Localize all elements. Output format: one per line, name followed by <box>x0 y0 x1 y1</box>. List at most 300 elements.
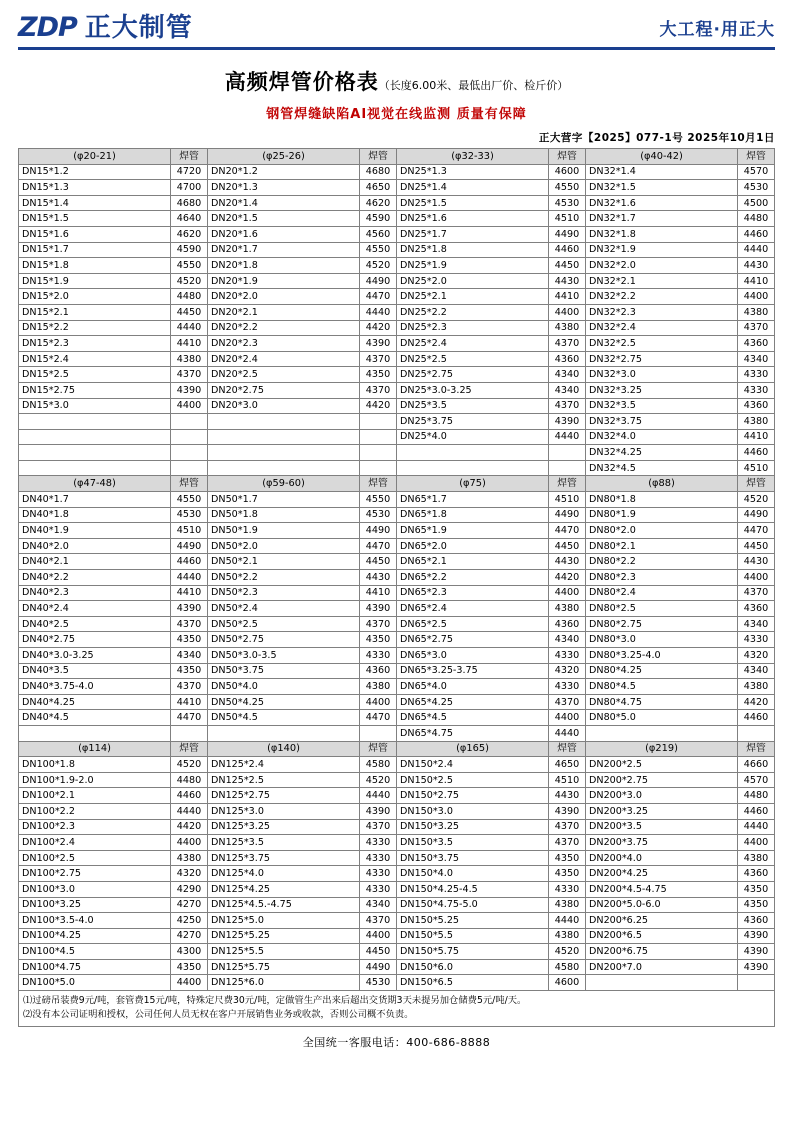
spec-cell: DN50*2.75 <box>208 632 360 648</box>
price-cell: 4380 <box>738 679 775 695</box>
spec-cell: DN100*1.8 <box>19 757 171 773</box>
spec-group-label: (φ140) <box>208 741 360 757</box>
price-list-page <box>0 14 793 1136</box>
spec-cell: DN200*2.5 <box>586 757 738 773</box>
spec-cell: DN15*1.9 <box>19 273 171 289</box>
price-cell: 4430 <box>549 273 586 289</box>
price-cell: 4450 <box>549 258 586 274</box>
price-cell: 4570 <box>738 772 775 788</box>
price-cell: 4590 <box>360 211 397 227</box>
spec-cell: DN20*2.75 <box>208 382 360 398</box>
spec-cell: DN40*2.3 <box>19 585 171 601</box>
price-cell: 4520 <box>171 757 208 773</box>
spec-cell: DN125*3.75 <box>208 850 360 866</box>
spec-cell <box>19 460 171 476</box>
table-group-header <box>19 476 775 492</box>
spec-cell: DN80*3.25-4.0 <box>586 648 738 664</box>
price-cell: 4370 <box>360 616 397 632</box>
spec-cell: DN32*3.25 <box>586 382 738 398</box>
spec-cell: DN80*4.75 <box>586 694 738 710</box>
price-column-label: 焊管 <box>360 149 397 165</box>
table-row <box>19 803 775 819</box>
price-cell <box>360 414 397 430</box>
spec-cell: DN100*4.75 <box>19 959 171 975</box>
spec-cell: DN125*3.0 <box>208 803 360 819</box>
price-cell: 4370 <box>738 585 775 601</box>
price-cell <box>171 445 208 461</box>
price-cell: 4390 <box>738 944 775 960</box>
spec-cell: DN65*1.8 <box>397 507 549 523</box>
spec-cell: DN125*5.5 <box>208 944 360 960</box>
price-cell: 4650 <box>549 757 586 773</box>
table-row <box>19 351 775 367</box>
spec-cell: DN100*1.9-2.0 <box>19 772 171 788</box>
spec-cell: DN80*2.5 <box>586 601 738 617</box>
price-cell <box>360 429 397 445</box>
page-title <box>0 66 793 96</box>
spec-cell: DN100*2.5 <box>19 850 171 866</box>
spec-cell: DN15*2.0 <box>19 289 171 305</box>
price-cell: 4490 <box>549 507 586 523</box>
price-cell: 4440 <box>360 788 397 804</box>
spec-cell: DN15*2.1 <box>19 304 171 320</box>
spec-cell: DN65*2.1 <box>397 554 549 570</box>
spec-cell: DN100*3.5-4.0 <box>19 913 171 929</box>
spec-cell: DN80*4.25 <box>586 663 738 679</box>
price-cell: 4510 <box>171 523 208 539</box>
price-cell: 4370 <box>171 679 208 695</box>
spec-cell: DN200*4.0 <box>586 850 738 866</box>
table-row <box>19 757 775 773</box>
price-cell: 4450 <box>549 538 586 554</box>
price-column-label: 焊管 <box>738 149 775 165</box>
spec-cell: DN32*2.1 <box>586 273 738 289</box>
spec-cell: DN200*4.25 <box>586 866 738 882</box>
spec-cell: DN40*2.5 <box>19 616 171 632</box>
spec-cell: DN50*2.1 <box>208 554 360 570</box>
price-cell: 4430 <box>360 570 397 586</box>
price-cell: 4550 <box>360 242 397 258</box>
price-cell: 4400 <box>549 304 586 320</box>
price-cell: 4510 <box>549 772 586 788</box>
spec-cell: DN100*2.2 <box>19 803 171 819</box>
spec-cell: DN125*4.5.-4.75 <box>208 897 360 913</box>
price-cell: 4420 <box>360 398 397 414</box>
table-row <box>19 195 775 211</box>
table-row <box>19 289 775 305</box>
spec-cell <box>19 445 171 461</box>
spec-cell: DN80*2.0 <box>586 523 738 539</box>
spec-cell: DN15*2.5 <box>19 367 171 383</box>
spec-cell: DN200*2.75 <box>586 772 738 788</box>
price-cell: 4330 <box>738 632 775 648</box>
spec-cell: DN15*1.5 <box>19 211 171 227</box>
spec-cell: DN32*1.5 <box>586 180 738 196</box>
price-cell: 4340 <box>360 897 397 913</box>
spec-cell: DN150*2.75 <box>397 788 549 804</box>
price-cell: 4410 <box>171 336 208 352</box>
price-cell: 4590 <box>171 242 208 258</box>
spec-cell: DN25*1.3 <box>397 164 549 180</box>
price-cell: 4400 <box>171 975 208 991</box>
price-cell: 4700 <box>171 180 208 196</box>
spec-cell: DN20*1.3 <box>208 180 360 196</box>
price-cell: 4680 <box>360 164 397 180</box>
spec-cell: DN200*7.0 <box>586 959 738 975</box>
spec-cell: DN65*2.0 <box>397 538 549 554</box>
price-cell: 4270 <box>171 928 208 944</box>
price-cell: 4330 <box>549 648 586 664</box>
spec-cell: DN25*1.6 <box>397 211 549 227</box>
price-column-label: 焊管 <box>171 741 208 757</box>
spec-cell: DN15*1.3 <box>19 180 171 196</box>
spec-cell: DN125*5.25 <box>208 928 360 944</box>
table-group-header <box>19 741 775 757</box>
price-cell: 4290 <box>171 881 208 897</box>
spec-cell: DN80*2.75 <box>586 616 738 632</box>
spec-cell: DN100*2.3 <box>19 819 171 835</box>
table-row <box>19 694 775 710</box>
spec-cell: DN125*6.0 <box>208 975 360 991</box>
spec-cell: DN100*2.75 <box>19 866 171 882</box>
price-cell: 4430 <box>738 554 775 570</box>
spec-cell: DN20*1.4 <box>208 195 360 211</box>
spec-cell: DN150*5.25 <box>397 913 549 929</box>
price-column-label: 焊管 <box>549 741 586 757</box>
spec-cell: DN65*2.5 <box>397 616 549 632</box>
spec-cell: DN15*1.8 <box>19 258 171 274</box>
table-row <box>19 648 775 664</box>
price-cell: 4490 <box>360 273 397 289</box>
spec-cell: DN40*3.75-4.0 <box>19 679 171 695</box>
price-cell: 4720 <box>171 164 208 180</box>
page-subtitle: 钢管焊缝缺陷AI视觉在线监测 质量有保障 <box>266 107 527 122</box>
spec-cell: DN25*3.0-3.25 <box>397 382 549 398</box>
title-block <box>0 66 793 122</box>
price-cell <box>171 725 208 741</box>
spec-cell: DN20*2.2 <box>208 320 360 336</box>
table-row <box>19 414 775 430</box>
price-cell: 4400 <box>738 570 775 586</box>
spec-cell: DN65*2.75 <box>397 632 549 648</box>
table-row <box>19 819 775 835</box>
spec-cell: DN150*4.75-5.0 <box>397 897 549 913</box>
price-cell: 4640 <box>171 211 208 227</box>
table-row <box>19 881 775 897</box>
spec-cell: DN40*3.5 <box>19 663 171 679</box>
price-cell: 4430 <box>549 788 586 804</box>
spec-cell: DN100*4.5 <box>19 944 171 960</box>
price-cell: 4440 <box>171 570 208 586</box>
price-cell: 4360 <box>360 663 397 679</box>
price-cell: 4490 <box>549 226 586 242</box>
price-cell: 4370 <box>549 835 586 851</box>
spec-cell: DN40*1.7 <box>19 492 171 508</box>
spec-cell: DN125*2.75 <box>208 788 360 804</box>
table-row <box>19 460 775 476</box>
spec-group-label: (φ75) <box>397 476 549 492</box>
price-cell: 4550 <box>171 492 208 508</box>
spec-cell: DN20*2.1 <box>208 304 360 320</box>
table-row <box>19 788 775 804</box>
price-column-label: 焊管 <box>360 741 397 757</box>
price-column-label: 焊管 <box>171 149 208 165</box>
spec-cell: DN25*2.2 <box>397 304 549 320</box>
spec-cell: DN150*3.0 <box>397 803 549 819</box>
price-cell: 4400 <box>549 710 586 726</box>
table-row <box>19 320 775 336</box>
spec-cell: DN50*2.3 <box>208 585 360 601</box>
table-row <box>19 538 775 554</box>
price-cell: 4400 <box>360 694 397 710</box>
price-column-label: 焊管 <box>549 476 586 492</box>
spec-cell: DN40*1.8 <box>19 507 171 523</box>
price-cell: 4370 <box>549 694 586 710</box>
price-cell: 4380 <box>171 850 208 866</box>
price-cell: 4470 <box>738 523 775 539</box>
price-cell: 4620 <box>360 195 397 211</box>
price-cell: 4370 <box>549 398 586 414</box>
spec-cell: DN80*4.5 <box>586 679 738 695</box>
price-cell: 4660 <box>738 757 775 773</box>
price-cell: 4400 <box>360 928 397 944</box>
price-cell: 4480 <box>738 211 775 227</box>
spec-cell: DN80*2.3 <box>586 570 738 586</box>
table-row <box>19 866 775 882</box>
spec-cell: DN32*1.4 <box>586 164 738 180</box>
spec-cell: DN25*3.5 <box>397 398 549 414</box>
brand-name: 正大制管 <box>84 12 193 43</box>
price-cell: 4490 <box>360 523 397 539</box>
spec-group-label: (φ47-48) <box>19 476 171 492</box>
spec-cell: DN20*2.5 <box>208 367 360 383</box>
table-row <box>19 258 775 274</box>
spec-cell: DN65*1.9 <box>397 523 549 539</box>
spec-cell: DN200*3.75 <box>586 835 738 851</box>
spec-cell: DN65*2.3 <box>397 585 549 601</box>
spec-cell: DN40*4.25 <box>19 694 171 710</box>
spec-cell: DN20*1.9 <box>208 273 360 289</box>
brand <box>18 14 193 41</box>
spec-cell: DN150*2.4 <box>397 757 549 773</box>
price-cell: 4390 <box>360 336 397 352</box>
price-cell: 4470 <box>360 289 397 305</box>
spec-cell: DN80*5.0 <box>586 710 738 726</box>
price-cell: 4400 <box>171 835 208 851</box>
table-row <box>19 772 775 788</box>
spec-cell: DN80*2.4 <box>586 585 738 601</box>
spec-group-label: (φ219) <box>586 741 738 757</box>
table-row <box>19 367 775 383</box>
price-cell: 4470 <box>360 710 397 726</box>
spec-cell: DN200*3.0 <box>586 788 738 804</box>
price-cell: 4480 <box>738 788 775 804</box>
table-row <box>19 663 775 679</box>
spec-cell: DN65*4.0 <box>397 679 549 695</box>
table-row <box>19 398 775 414</box>
spec-group-label: (φ165) <box>397 741 549 757</box>
price-cell: 4390 <box>549 414 586 430</box>
spec-cell: DN65*3.25-3.75 <box>397 663 549 679</box>
price-cell: 4510 <box>738 460 775 476</box>
spec-group-label: (φ20-21) <box>19 149 171 165</box>
spec-cell: DN125*2.5 <box>208 772 360 788</box>
table-row <box>19 273 775 289</box>
notes-block <box>18 991 775 1027</box>
spec-cell: DN125*2.4 <box>208 757 360 773</box>
spec-cell: DN25*3.75 <box>397 414 549 430</box>
price-cell: 4380 <box>738 304 775 320</box>
price-cell: 4350 <box>549 866 586 882</box>
spec-cell: DN150*3.75 <box>397 850 549 866</box>
price-cell: 4370 <box>360 382 397 398</box>
spec-cell: DN200*6.5 <box>586 928 738 944</box>
table-row <box>19 211 775 227</box>
spec-cell: DN25*2.75 <box>397 367 549 383</box>
spec-cell: DN40*2.1 <box>19 554 171 570</box>
spec-cell: DN32*3.5 <box>586 398 738 414</box>
spec-cell: DN25*1.5 <box>397 195 549 211</box>
price-cell: 4350 <box>171 632 208 648</box>
price-cell: 4620 <box>171 226 208 242</box>
price-cell: 4530 <box>738 180 775 196</box>
spec-cell <box>208 429 360 445</box>
price-cell: 4370 <box>738 320 775 336</box>
price-table <box>18 148 775 991</box>
price-cell: 4370 <box>360 351 397 367</box>
price-cell: 4380 <box>549 601 586 617</box>
table-row <box>19 585 775 601</box>
price-cell: 4440 <box>549 429 586 445</box>
table-row <box>19 242 775 258</box>
price-cell: 4450 <box>171 304 208 320</box>
price-cell: 4360 <box>738 398 775 414</box>
price-cell: 4300 <box>171 944 208 960</box>
price-cell: 4420 <box>738 694 775 710</box>
spec-group-label: (φ25-26) <box>208 149 360 165</box>
price-cell: 4390 <box>738 928 775 944</box>
price-cell: 4360 <box>738 336 775 352</box>
spec-cell: DN50*2.5 <box>208 616 360 632</box>
spec-cell: DN25*2.0 <box>397 273 549 289</box>
spec-cell: DN15*2.2 <box>19 320 171 336</box>
price-cell: 4450 <box>738 538 775 554</box>
spec-group-label: (φ40-42) <box>586 149 738 165</box>
price-cell: 4380 <box>549 320 586 336</box>
price-cell: 4410 <box>738 273 775 289</box>
zdp-logo-text: ZDP <box>18 12 77 43</box>
spec-cell: DN80*2.1 <box>586 538 738 554</box>
price-cell: 4370 <box>171 616 208 632</box>
price-cell <box>360 445 397 461</box>
spec-cell: DN65*4.5 <box>397 710 549 726</box>
spec-cell: DN50*4.5 <box>208 710 360 726</box>
price-cell: 4340 <box>549 382 586 398</box>
note-line: ⑵没有本公司证明和授权，公司任何人员无权在客户开展销售业务或收款，否则公司概不负责。 <box>23 1009 414 1020</box>
spec-cell: DN65*2.4 <box>397 601 549 617</box>
spec-cell: DN32*4.0 <box>586 429 738 445</box>
table-row <box>19 632 775 648</box>
price-cell: 4360 <box>738 866 775 882</box>
spec-cell: DN80*1.8 <box>586 492 738 508</box>
spec-cell: DN32*2.0 <box>586 258 738 274</box>
table-row <box>19 850 775 866</box>
table-row <box>19 616 775 632</box>
spec-cell: DN65*4.25 <box>397 694 549 710</box>
spec-cell: DN32*2.75 <box>586 351 738 367</box>
price-cell: 4440 <box>549 913 586 929</box>
price-cell: 4550 <box>549 180 586 196</box>
price-cell: 4600 <box>549 975 586 991</box>
table-row <box>19 164 775 180</box>
price-cell: 4500 <box>738 195 775 211</box>
price-cell: 4330 <box>738 382 775 398</box>
spec-cell: DN80*2.2 <box>586 554 738 570</box>
spec-cell: DN50*2.0 <box>208 538 360 554</box>
price-cell: 4510 <box>549 211 586 227</box>
spec-cell: DN80*3.0 <box>586 632 738 648</box>
price-cell: 4410 <box>171 585 208 601</box>
price-cell: 4460 <box>549 242 586 258</box>
price-cell: 4400 <box>738 835 775 851</box>
table-row <box>19 570 775 586</box>
table-group-header <box>19 149 775 165</box>
spec-cell <box>208 725 360 741</box>
price-cell <box>171 460 208 476</box>
price-cell: 4350 <box>360 367 397 383</box>
spec-cell: DN20*2.4 <box>208 351 360 367</box>
price-cell: 4270 <box>171 897 208 913</box>
price-cell: 4370 <box>549 336 586 352</box>
price-cell: 4530 <box>360 507 397 523</box>
price-cell: 4340 <box>549 632 586 648</box>
spec-cell: DN80*1.9 <box>586 507 738 523</box>
price-cell: 4340 <box>738 616 775 632</box>
price-cell: 4340 <box>738 663 775 679</box>
spec-cell: DN50*3.0-3.5 <box>208 648 360 664</box>
table-row <box>19 180 775 196</box>
price-cell: 4510 <box>549 492 586 508</box>
spec-cell: DN40*4.5 <box>19 710 171 726</box>
price-cell <box>738 725 775 741</box>
spec-cell: DN150*5.75 <box>397 944 549 960</box>
spec-cell: DN100*4.25 <box>19 928 171 944</box>
table-row <box>19 304 775 320</box>
spec-cell: DN125*3.5 <box>208 835 360 851</box>
price-cell: 4320 <box>738 648 775 664</box>
table-row <box>19 601 775 617</box>
price-cell: 4350 <box>171 959 208 975</box>
price-cell: 4440 <box>171 320 208 336</box>
spec-cell: DN15*1.6 <box>19 226 171 242</box>
spec-cell: DN15*2.75 <box>19 382 171 398</box>
spec-cell: DN65*1.7 <box>397 492 549 508</box>
spec-cell: DN50*1.9 <box>208 523 360 539</box>
price-cell: 4520 <box>738 492 775 508</box>
price-cell: 4530 <box>171 507 208 523</box>
price-cell: 4460 <box>171 554 208 570</box>
spec-cell: DN50*2.2 <box>208 570 360 586</box>
spec-group-label: (φ59-60) <box>208 476 360 492</box>
price-cell: 4330 <box>738 367 775 383</box>
price-cell: 4360 <box>738 913 775 929</box>
spec-cell: DN32*2.3 <box>586 304 738 320</box>
table-row <box>19 710 775 726</box>
price-column-label: 焊管 <box>738 476 775 492</box>
price-cell: 4460 <box>738 445 775 461</box>
spec-cell: DN32*1.8 <box>586 226 738 242</box>
spec-cell: DN50*1.8 <box>208 507 360 523</box>
